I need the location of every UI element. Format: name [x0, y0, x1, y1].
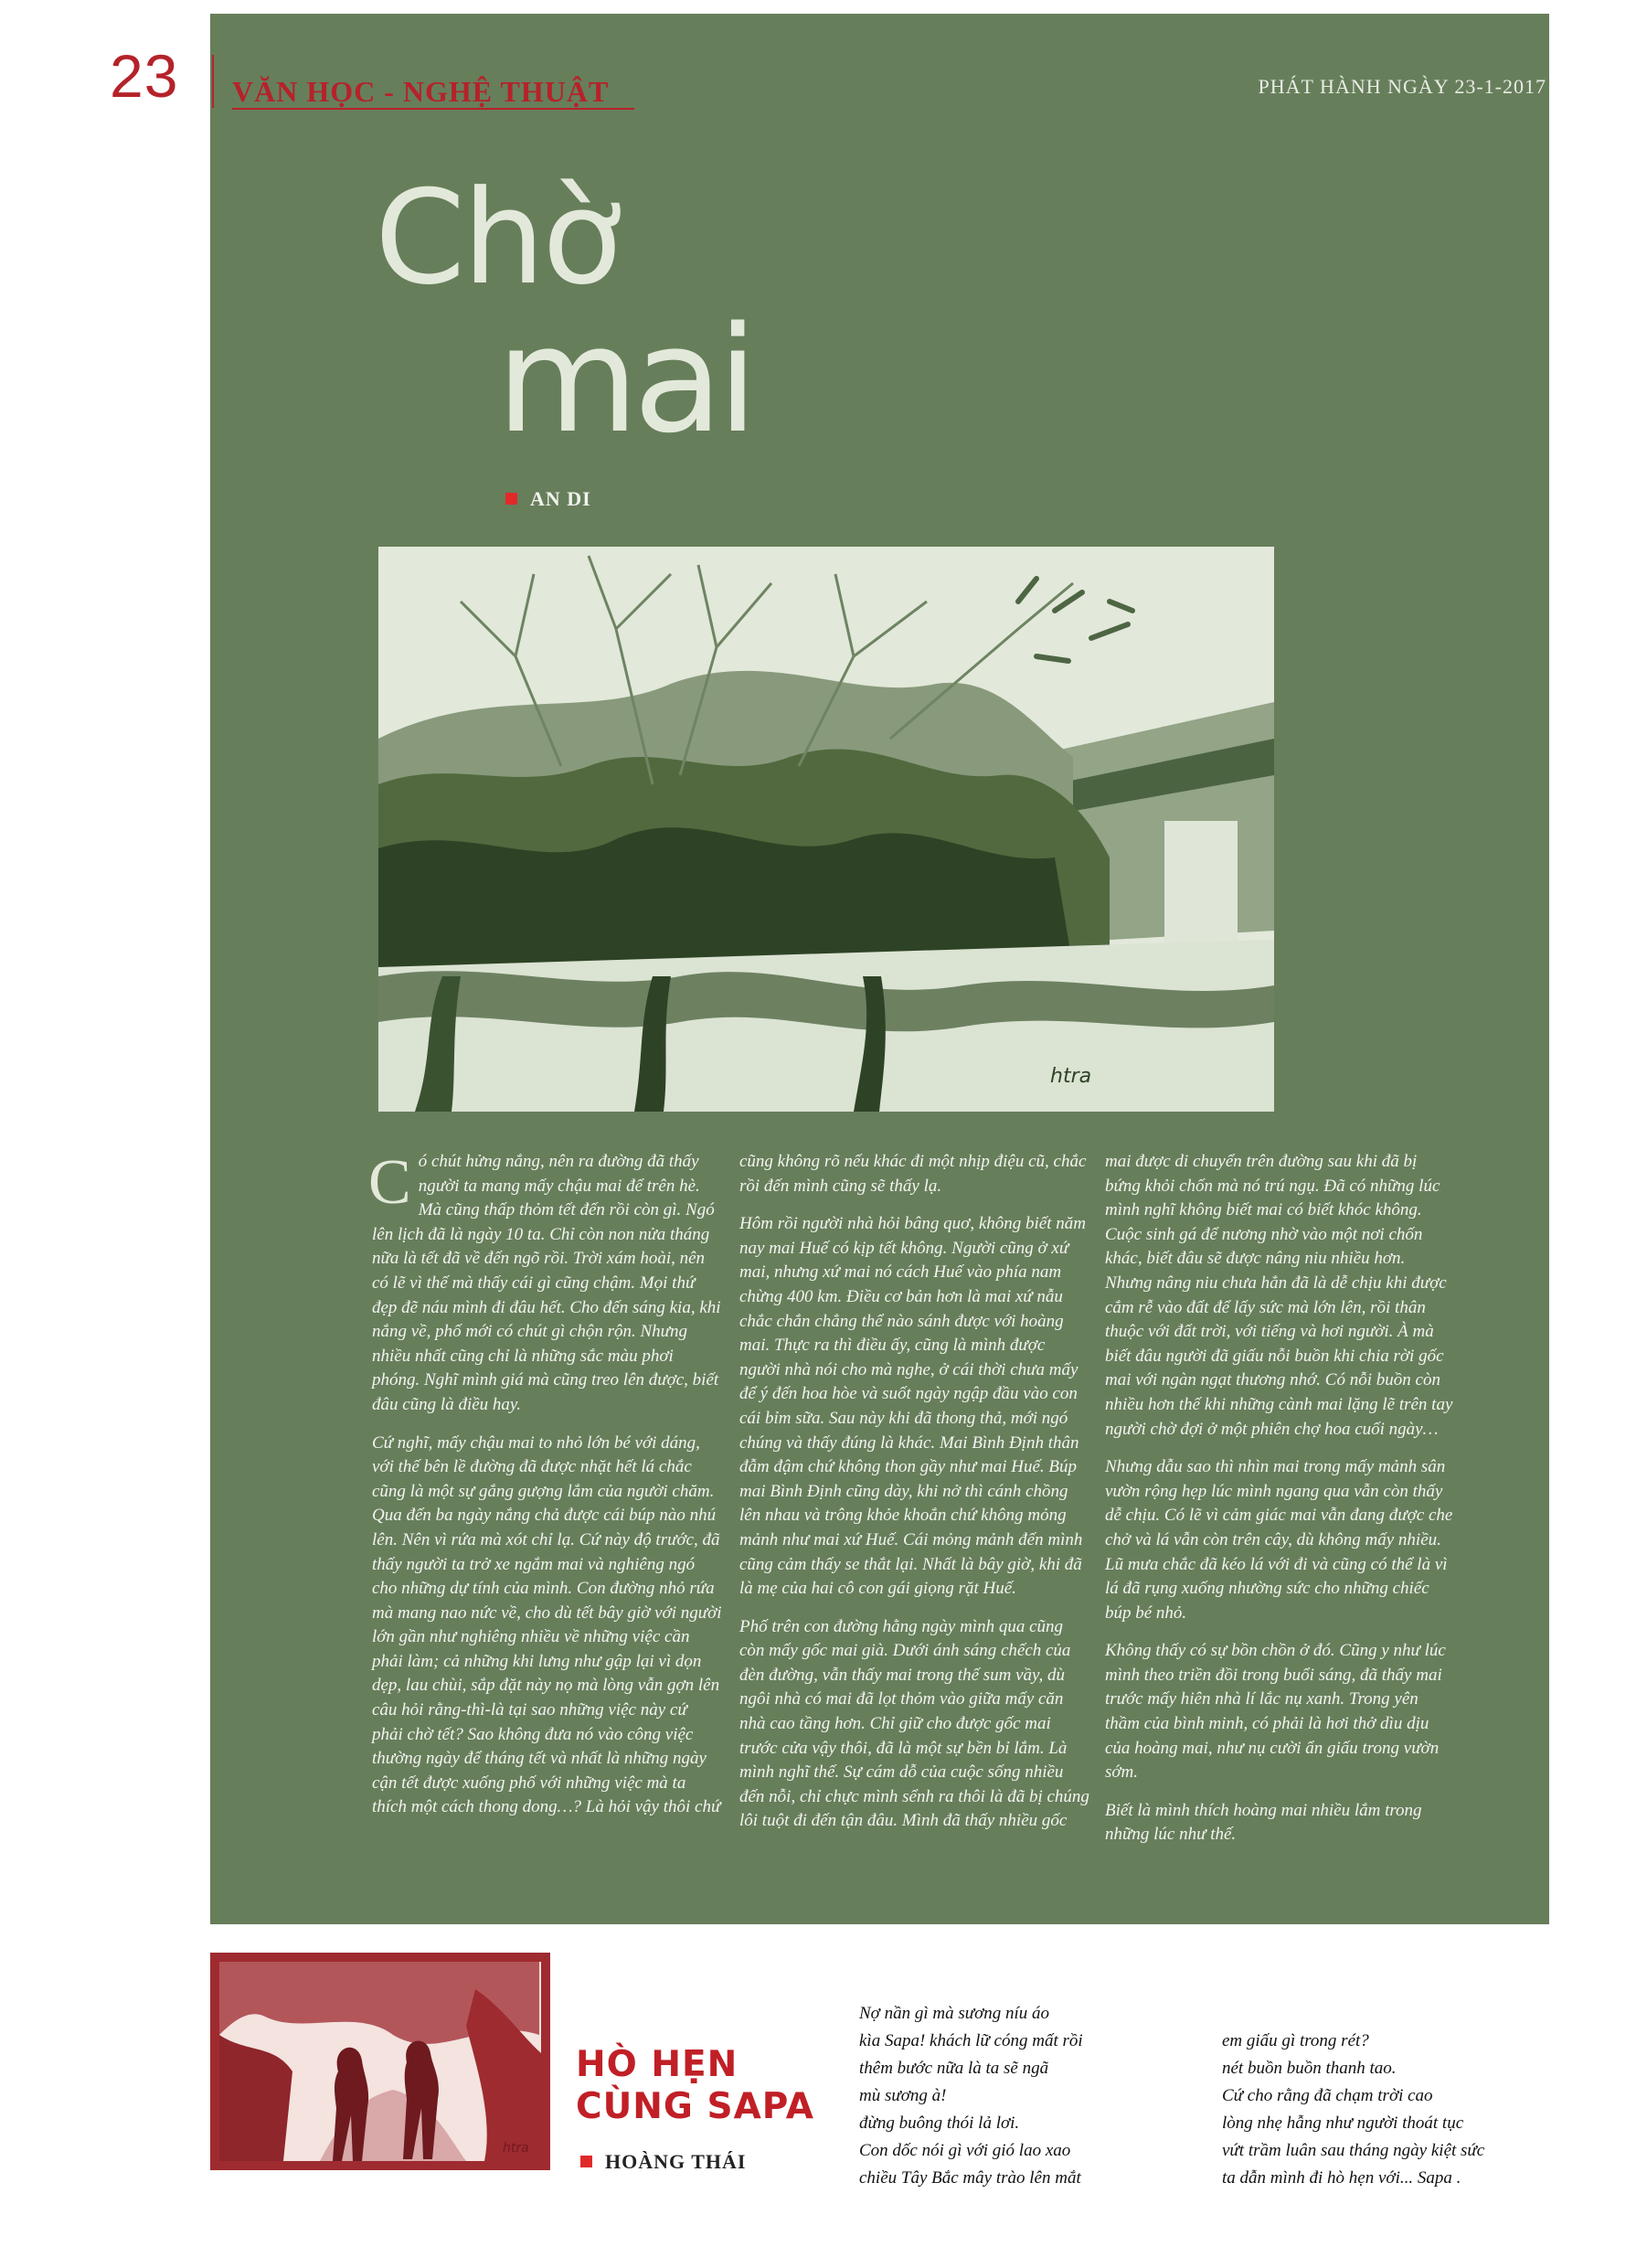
section-title: VĂN HỌC - NGHỆ THUẬT	[232, 75, 610, 108]
poem-line: nét buồn buồn thanh tao.	[1222, 2059, 1397, 2078]
plum-tree-illustration	[378, 547, 1274, 1112]
article-paragraph: Cứ nghĩ, mấy chậu mai to nhỏ lớn bé với dáng, với thế bên lề đường đã được nhặt hết lá chắc cũng là một sự gắng gượng lắm của người chăm. Qua đến ba ngày nắng chả được cái búp nào nhú lên. Nên vì rứa mà xót chỉ lạ. Cứ này độ trước, đã thấy người ta trở xe ngắm mai và nghiêng ngó cho những dự tính của mình. Con đường nhỏ rứa mà mang nao nức về, cho dù tết bây giờ với người lớn gần như nghiêng nhiều về những việc cần phải làm; cả những khi lưng như gập lại vì dọn dẹp, lau chùi, sắp đặt này nọ mà lòng vẫn gợn lên câu hỏi rằng-thì-là tại sao những việc này cứ phải chờ tết? Sao không đưa nó vào công việc thường ngày để tháng tết và nhất là những ngày cận tết được xuống phố với những việc mà ta thích một cách thong dong…? Là hỏi vậy thôi chứ	[372, 1432, 722, 1817]
page-number: 23	[110, 42, 179, 110]
poem-line: ta dẫn mình đi hò hẹn với... Sapa .	[1222, 2168, 1461, 2188]
article-title-line-2: mai	[496, 294, 753, 465]
article-paragraph: cũng không rõ nếu khác đi một nhịp điệu cũ, chắc rồi đến mình cũng sẽ thấy lạ.	[739, 1152, 1087, 1196]
article-paragraph: Có chút hửng nắng, nên ra đường đã thấy người ta mang mấy chậu mai để trên hè. Mà cũng thấp thỏm tết đến rồi còn gì. Ngó lên lịch đã là ngày 10 ta. Chỉ còn non nửa tháng nữa là tết đã về đến ngõ rồi. Trời xám hoài, nên có lẽ vì thế mà thấy cái gì cũng chậm. Mọi thứ đẹp đẽ náu mình đi đâu hết. Cho đến sáng kia, khi nắng về, phố mới có chút gì chộn rộn. Nhưng nhiều nhất cũng chỉ là những sắc màu phơi phóng. Nghĩ mình giá mà cũng treo lên được, biết đâu cũng là điều hay.	[368, 1147, 721, 1414]
poem-line: thêm bước nữa là ta sẽ ngã	[859, 2059, 1049, 2078]
article-title-line-1: Chờ	[375, 163, 620, 314]
illustration-signature: htra	[1050, 1065, 1092, 1088]
article-column-2	[739, 1150, 1089, 1847]
article-illustration	[378, 547, 1274, 1112]
sapa-illustration	[210, 1953, 550, 2170]
article-author: AN DI	[530, 487, 591, 510]
drop-cap: C	[368, 1147, 411, 1218]
article-byline	[505, 487, 591, 511]
article-paragraph: Nhưng dẫu sao thì nhìn mai trong mấy mảnh sân vườn rộng hẹp lúc mình ngang qua vẫn còn thấy dễ chịu. Có lẽ vì cảm giác mai vẫn đang được che chở và lá vẫn còn trên cây, dù không mấy nhiều. Lũ mưa chắc đã kéo lá với đi và cũng có thể là vì lá đã rụng xuống nhường sức cho những chiếc búp bé nhỏ.	[1105, 1457, 1453, 1623]
poem-line: vứt trầm luân sau tháng ngày kiệt sức	[1222, 2141, 1485, 2160]
poem-line: chiều Tây Bắc mây trào lên mắt	[859, 2168, 1081, 2188]
article-paragraph: mai được di chuyển trên đường sau khi đã bị bứng khỏi chốn mà nó trú ngụ. Đã có những lúc mình nghĩ không biết mai có biết khóc không. Cuộc sinh gá để nương nhờ vào một nơi chốn khác, biết đâu sẽ được nâng niu nhiều hơn. Nhưng nâng niu chưa hẳn đã là dễ chịu khi được cắm rễ vào đất để lấy sức mà lớn lên, rồi thân thuộc với đất trời, với tiếng và hơi người. À mà biết đâu người đã giấu nỗi buồn khi chia rời gốc mai với ngàn ngạt thương nhớ. Có nỗi buồn còn nhiều hơn thế khi những cành mai lặng lẽ trên tay người chờ đợi ở một phiên chợ hoa cuối ngày…	[1105, 1152, 1453, 1439]
poem-title-line-1: HÒ HẸN	[576, 2044, 738, 2085]
article-paragraph: Biết là mình thích hoàng mai nhiều lắm trong những lúc như thế.	[1105, 1800, 1422, 1845]
article-column-3	[1105, 1150, 1455, 1861]
article-paragraph: Phố trên con đường hằng ngày mình qua cũng còn mấy gốc mai già. Dưới ánh sáng chếch của đèn đường, vẫn thấy mai trong thế sum vầy, dù ngôi nhà có mai đã lọt thỏm vào giữa mấy căn nhà cao tầng hơn. Chỉ giữ cho được gốc mai trước cửa vậy thôi, đã là một sự bền bỉ lắm. Là mình nghĩ thế. Sự cám dỗ của cuộc sống nhiều đến nỗi, chỉ chực mình sểnh ra thôi là đã bị chúng lôi tuột đi đến tận đâu. Mình đã thấy nhiều gốc	[739, 1616, 1089, 1831]
bullet-square-icon	[580, 2156, 592, 2167]
poem-line: đừng buông thói lả lơi.	[859, 2114, 1020, 2133]
article-paragraph: Hôm rồi người nhà hỏi bâng quơ, không biết năm nay mai Huế có kịp tết không. Người cũng ở xứ mai, nhưng xứ mai nó cách Huế vào phía nam chừng 400 km. Điều cơ bản hơn là mai xứ nẫu chắc chắn chẳng thể nào sánh được với hoàng mai. Thực ra thì điều ấy, cũng là mình được người nhà nói cho mà nghe, ở cái thời chưa mấy để ý đến hoa hòe và suốt ngày ngập đầu vào con cái bỉm sữa. Sau này khi đã thong thả, mới ngó chúng và thấy đúng là khác. Mai Bình Định thân đẫm đậm chứ không thon gầy như mai Huế. Búp mai Bình Định cũng dày, khi nở thì cánh chồng lên nhau và trông khỏe khoắn chứ không mỏng mảnh như mai xứ Huế. Cái mỏng mảnh đến mình cũng cảm thấy se thắt lại. Nhất là bây giờ, khi đã là mẹ của hai cô con gái giọng rặt Huế.	[739, 1214, 1086, 1599]
poem-line: Cứ cho rằng đã chạm trời cao	[1222, 2086, 1433, 2105]
poem-title-line-2: CÙNG SAPA	[576, 2086, 814, 2127]
article-paragraph: Không thấy có sự bồn chồn ở đó. Cũng y như lúc mình theo triền đồi trong buổi sáng, đã thấy mai trước mấy hiên nhà lí lắc nụ xanh. Trong yên thầm của bình minh, có phải là hơi thở dìu dịu của hoàng mai, như nụ cười ẩn giấu trong vườn sớm.	[1105, 1641, 1446, 1783]
poem-column-2	[1222, 2028, 1484, 2192]
poem-illustration-signature: htra	[503, 2141, 529, 2156]
issue-date: PHÁT HÀNH NGÀY 23-1-2017	[1258, 75, 1546, 98]
poem-title	[576, 2044, 814, 2128]
page-number-divider	[212, 55, 214, 108]
poem-line: lòng nhẹ hẫng như người thoát tục	[1222, 2114, 1464, 2133]
poem-byline	[580, 2150, 746, 2174]
poem-author: HOÀNG THÁI	[605, 2150, 747, 2173]
section-underline	[232, 108, 634, 110]
poem-line: mù sương à!	[859, 2086, 947, 2105]
poem-line: Con dốc nói gì với gió lao xao	[859, 2141, 1071, 2160]
poem-line: kìa Sapa! khách lữ cóng mất rồi	[859, 2031, 1083, 2050]
poem-line: Nợ nần gì mà sương níu áo	[859, 2004, 1049, 2023]
poem-column-1	[859, 2000, 1083, 2192]
poem-line: em giấu gì trong rét?	[1222, 2031, 1369, 2050]
article-column-1	[368, 1147, 722, 1834]
bullet-square-icon	[505, 493, 517, 505]
poem-illustration	[210, 1953, 550, 2170]
